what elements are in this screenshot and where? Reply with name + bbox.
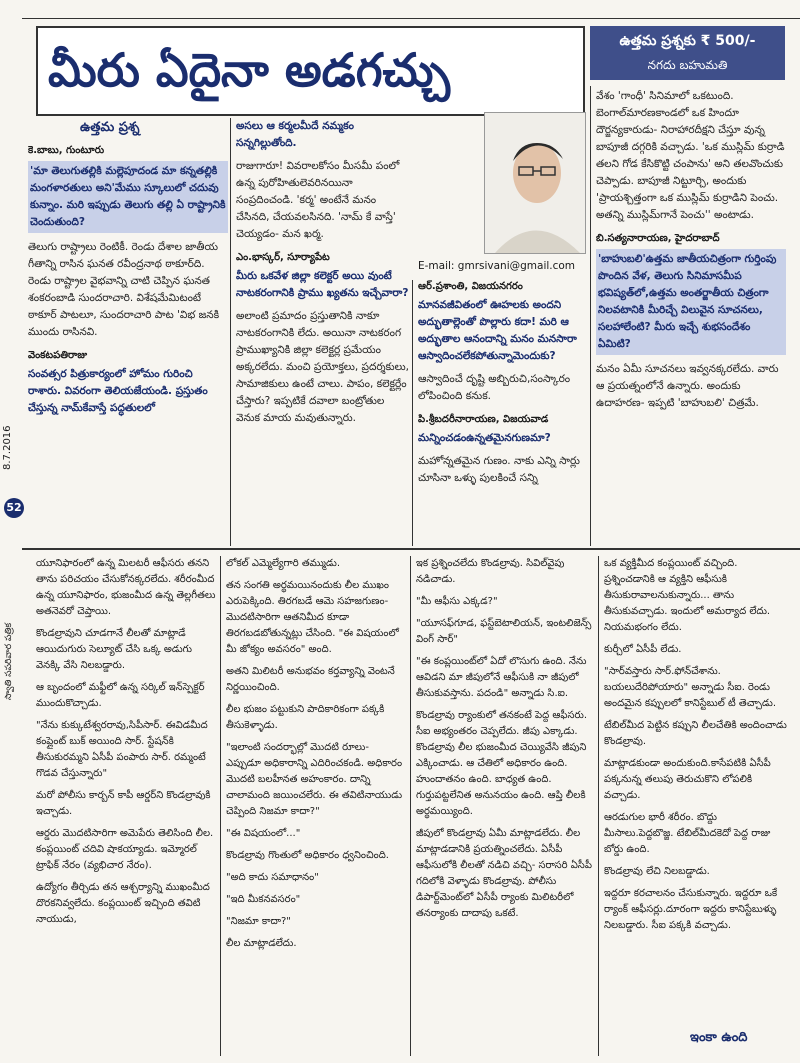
qa-item — [418, 411, 588, 487]
story-paragraph: కొండల్రావు ర్యాంకులో తనకంటే పెద్ద ఆఫీసరు. సీఐ అభ్యంతరం చెప్పలేదు. జీపు ఎక్కాడు. కొండల్రావు లీల భుజంమీద చెయ్యివేసి జీపుని ఎక్కించాడు. ఆ చేతిలో అధికారం ఉంది. హుందాతనం ఉంది. బాధ్యత ఉంది. గుర్తుపట్టలేనిత అనునయం ఉంది. ఆప్తి లీలకి అర్థమయ్యింది. — [416, 710, 588, 817]
qa-answer: మహోన్నతమైన గుణం. నాకు ఎన్ని సార్లు చూసినా ఒళ్ళు పులకించే సన్ని — [418, 455, 580, 484]
story-paragraph: అతని మిలిటరీ అనుభవం కర్తవ్యాన్ని వెంటనే నిర్ణయించింది. — [226, 666, 395, 693]
prize-amount: ఉత్తమ ప్రశ్నకు ₹ 500/- — [619, 33, 756, 49]
margin-date: 8.7.2016 — [2, 425, 13, 470]
story-paragraph: మాట్లాడకుండా అందుకుంది.కాసేపటికి ఏసీపీ పక్కనున్న తలుపు తెరుచుకొని లోపలికి వచ్చాడు. — [604, 758, 771, 801]
story-paragraph: తన సంగతి అర్థమయినందుకు లీల ముఖం ఎరుపెక్కింది. తిరగబడే ఆమె సహజగుణం- మొదటిసారిగా ఆతనిమీద కూడా తిరగబడబోతున్నట్లు చేసింది. "ఈ విషయంలో మీ జోక్యం అవసరం" అంది. — [226, 580, 399, 655]
story-paragraph: "ఈ కంప్లయింట్‌లో ఏదో లొసుగు ఉంది. నేను ఆవిడని మా జీపులోనే ఆఫీసుకి నా జీపులో తీసుకువస్తాను. పదండి" అన్నాడు సి.ఐ. — [416, 656, 587, 699]
qa-answer: అలాంటి ప్రమాదం ప్రస్తుతానికి నాకూ నాటకరంగానికి లేదు. అయినా నాటకరంగ ప్రాముఖ్యానికి జిల్లా కలెక్టర్ల ప్రమేయం అక్కరలేదు. మంచి ప్రయోక్తలు, ప్రదర్శకులు, సామాజికులు ఉంటే చాలు. పాపం, కలెక్టర్లేం చేస్తారు? ఇప్పటికే దవాలా బంట్రోతుల వెనుక మాయ మవుతున్నారు. — [236, 310, 409, 424]
qa-item — [236, 249, 411, 427]
title-box — [36, 26, 585, 116]
story-paragraph: మరో పోలీసు కార్బన్‌ కాపీ ఆర్డర్‌ని కొండల్రావుకి ఇచ్చాడు. — [36, 790, 211, 817]
qa-answer: రాజుగారూ! వివరాలకోసం మీసమీ పంలో ఉన్న పురోహితులెవరినయినా సంప్రదించండి. 'కర్మ' అంటేనే మనం చేసినది, చేయవలసినది. 'నామ్‌ కే వాస్తే' చెయ్యడం- మన ఖర్మ. — [236, 160, 400, 240]
qa-question: అసలు ఆ కర్మలమీదే నమ్మకం సన్నగిల్లుతోంది. — [236, 120, 354, 149]
story-paragraph: కుర్చీలో ఏసీపీ లేడు. — [604, 644, 682, 655]
story-paragraph: "మీ ఆఫీసు ఎక్కడ?" — [416, 596, 498, 607]
qa-question: 'మా తెలుగుతల్లికి మల్లెపూదండ మా కన్నతల్లికి మంగళారతులు అని'మేము స్కూలులో చదువు కున్నాం. మరి ఇప్పుడు తెలుగు తల్లి ఏ రాష్ట్రానికి చెందుతుంది? — [28, 161, 228, 233]
qa-answer: వేశం 'గాంధీ' సినిమాలో ఒకటుంది. బెంగాల్‌మారణకాండలో ఒక హిందూ దౌర్జన్యకారుడు- నిరాహారదీక్షని చేస్తూ వున్న బాపూజీ దగ్గరికి వచ్చాడు. 'ఒక ముస్లిమ్‌ కుర్రాడి తలని గోడ కేసికొట్టి చంపాను' అని తలవొంచుకు చెప్పాడు. బాపూజీ నిట్టూర్చి, అందుకు 'ప్రాయశ్చిత్తంగా ఒక ముస్లిమ్‌ కుర్రాడిని పెంచు. అతన్ని ముస్లిమ్‌గానే పెంచు'' అంటాడు. — [596, 90, 785, 221]
qa-item — [418, 278, 588, 405]
story-paragraph: "ఈ విషయంలో..." — [226, 828, 301, 839]
qa-answer: మనం ఏమీ సూచనలు ఇవ్వనక్కరలేదు. వారు ఆ ప్రయత్నంలోనే ఉన్నారు. అందుకు ఉదాహరణ- ఇప్పటి 'బాహుబలి' చిత్రమే. — [596, 363, 779, 409]
qa-question: మీరు ఒకవేళ జిల్లా కలెక్టర్‌ అయి వుంటే నాటకరంగానికి ప్రాము ఖ్యతను ఇచ్చేవారా? — [236, 270, 409, 299]
margin-label: స్వాతి సపరివార పత్రిక — [4, 622, 14, 700]
continued-label: ఇంకా ఉంది — [690, 1030, 748, 1045]
qa-item — [28, 142, 228, 341]
qa-name: పి.శ్రీబదరీనారాయణ, విజయవాడ — [418, 414, 549, 425]
qa-answer: తెలుగు రాష్ట్రాలు రెంటికీ. రెండు దేశాల జాతీయ గీతాన్ని రాసిన ఘనత రవీంద్రనాథ ఠాకూర్‌ది. రెండు రాష్ట్రాల వైభవాన్ని చాటి చెప్పిన ఘనత శంకరంబాడి సుందరాచారి. విశేషమేమిటంటే ఠాకూర్‌ పాటలూ, సుందరాచారి పాట 'విభ జనకి ముందు రాసినవి. — [28, 241, 220, 338]
qa-item — [596, 230, 786, 412]
qa-question: మానవజీవితంలో ఊహలకు అందని అద్భుతాల్లెంతో పొల్లారు కదా! మరి ఆ అద్భుతాల ఆనందాన్ని మనం మనసారా ఆస్వాదించలేకపోతున్నామెందుకు? — [418, 299, 577, 362]
story-paragraph: ఒక వ్యక్తిమీద కంప్లయింట్‌ వచ్చింది. ప్రశ్నించడానికి ఆ వ్యక్తిని ఆఫీసుకి తీసుకురావాలనుకున్నారు... తాను తీసుకువచ్చాడు. ఇందులో అమర్యాద లేదు. నియమభంగం లేదు. — [604, 558, 771, 633]
story-paragraph: జీపులో కొండల్రావు ఏమీ మాట్లాడలేదు. లీల మాట్లాడడానికి ప్రయత్నించలేదు. ఏసీపీ ఆఫీసులోకి లీలతో నడిచి వచ్చి- సరాసరి ఏసీపీ గదిలోకి వెళ్ళాడు కొండల్రావు. పోలీసు డిపార్ట్‌మెంట్‌లో ఏసీపీ ర్యాంకు మిలిటరీలో తనర్యాంకు దాదాపు ఒకటే. — [416, 828, 592, 919]
story-paragraph: ఆర్డరు మొదటిసారిగా అమెపేరు తెలిసింది లీల. కంప్లయింట్‌ చదివి షాకయ్యాడు. ఇమ్మోరల్‌ ట్రాఫిక్‌ నేరం (వ్యభిచార నేరం). — [36, 828, 214, 871]
story-column-1 — [36, 556, 216, 934]
qa-name: ఆర్‌.ప్రశాంతి, విజయనగరం — [418, 281, 523, 292]
page-number: 52 — [4, 498, 24, 518]
qa-column-middle — [236, 118, 411, 433]
story-paragraph: "నిజమా కాదా?" — [226, 916, 291, 927]
story-paragraph: కొండల్రావుని చూడగానే లీలతో మాట్లాడే ఆయిదుగురు సెల్యూట్‌ చేసి ఒక్క అడుగు వెనక్కి వేసి నిలబడ్డారు. — [36, 628, 192, 671]
story-paragraph: లీల భుజం పట్టుకుని పాదికారికంగా పక్కకి తీసుకెళ్ళాడు. — [226, 704, 385, 731]
qa-question: 'బాహుబలి'ఉత్తమ జాతీయచిత్రంగా గుర్తింపు పొందిన వేళ, తెలుగు సినిమాసమీప భవిష్యత్‌లో,ఉత్తమ అంతర్జాతీయ చిత్రంగా నిలవటానికి మీరిచ్చే విలువైన సూచనలు, సలహాలేంటి? మీరు ఇచ్చే శుభసందేశం ఏమిటి? — [596, 249, 786, 355]
qa-column-right — [596, 88, 786, 418]
photo-caption: E-mail: gmrsivani@gmail.com — [418, 260, 576, 272]
story-paragraph: కొండల్రావు గొంతులో అధికారం ధ్వనించింది. — [226, 850, 389, 861]
qa-answer: ఆస్వాదించే దృష్టి అబ్బిరుచి,సంస్కారం లోపించింది కనుక. — [418, 373, 571, 402]
story-paragraph: ఆరడుగుల భారీ శరీరం. బొద్దు మీసాలు.పెద్దబొజ్జ. టేబిల్‌మీదకెదో పెద్ద రాజు బోర్డు ఉంది. — [604, 812, 771, 855]
story-paragraph: "ఇది మీకనవసరం" — [226, 894, 301, 905]
story-paragraph: లీల మాట్లాడలేదు. — [226, 938, 297, 949]
best-question-label: ఉత్తమ ప్రశ్న — [80, 120, 140, 135]
qa-item — [236, 118, 411, 243]
qa-column-middle-right — [418, 278, 588, 493]
story-paragraph: ఇద్దరూ కరచాలనం చేసుకున్నారు. ఇద్దరూ ఒకే ర్యాంక్‌ ఆఫీసర్లు.దూరంగా ఇద్దరు కానిస్టేబుళ్ళు నిలబడ్డారు. సీఐ పక్కకి వచ్చాడు. — [604, 888, 778, 931]
prize-box — [590, 26, 785, 80]
qa-name: బి.సత్యనారాయణ, హైదరాబాద్‌ — [596, 233, 720, 244]
page-title: మీరు ఏదైనా అడగచ్చు — [48, 43, 451, 97]
qa-column-left — [28, 142, 228, 423]
story-paragraph: కొండల్రావు లేచి నిలబడ్డాడు. — [604, 866, 710, 877]
story-paragraph: "యూసఫ్‌గూడ, ఫస్ట్‌బెటాలియన్‌, ఇంటలిజెన్స్‌ వింగ్‌ సార్‌" — [416, 618, 592, 645]
story-column-2 — [226, 556, 406, 958]
story-paragraph: ఉద్యోగం తీర్చిడు తన ఆశ్చర్యాన్ని ముఖంమీద దొరకనివ్వలేదు. కంప్లయింట్‌ ఇచ్చింది తవిటి నాయుడు, — [36, 882, 210, 925]
story-paragraph: లోకల్‌ ఎమ్మెల్యేగారి తమ్ముడు. — [226, 558, 341, 569]
story-paragraph: టేబిల్‌మీద పెట్టిన కప్పుని లీలచేతికి అందించాడు కొండల్రావు. — [604, 720, 787, 747]
story-paragraph: "ఇలాంటి సందర్భాల్లో మొదటి రూలు- ఎప్పుడూ అధికారాన్ని ఎదిరించకండి. అధికారం మొదటి బలహీనత అహంకారం. దాన్ని చాలామంది జయించలేరు. ఈ తవిటినాయుడు చెప్పింది నిజమా కాదా?" — [226, 742, 403, 817]
qa-item — [28, 347, 228, 417]
story-paragraph: "అది కాదు సమాధానం" — [226, 872, 319, 883]
qa-question: మన్నించడంఉన్నతమైనగుణమా? — [418, 432, 551, 444]
qa-name: వెంకటపతిరాజు — [28, 350, 88, 361]
qa-question: సంవత్సర పిత్రుకార్యంలో హోమం గురించి రాశారు. వివరంగా తెలియజేయండి. ప్రస్తుతం చేస్తున్న నామ్‌కేవాస్తే పద్ధతులలో — [28, 368, 208, 414]
story-paragraph: ఇక ప్రశ్నించలేదు కొండల్రావు. సివిల్‌వైపు నడిచాడు. — [416, 558, 565, 585]
story-column-3 — [416, 556, 594, 928]
story-paragraph: "నేను కుక్కుటేశ్వరరావు,సిపీసార్‌. ఈవిడమీద కంప్లైంట్‌ బుక్‌ అయింది సార్‌. స్టేషన్‌కి తీసుకురమ్మని ఏసీపీ పంపారు సార్‌. రమ్మంటే గొడవ చేస్తున్నారు" — [36, 720, 208, 779]
qa-name: ఎం.భాస్కర్‌, సూర్యాపేట — [236, 252, 330, 263]
qa-name: కె.బాబు, గుంటూరు — [28, 145, 105, 156]
story-paragraph: యూనిఫారంలో ఉన్న మిలటరీ ఆఫీసరు తనని తాను పరిచయం చేసుకోనక్కరలేదు. శరీరంమీద ఉన్న యూనిఫారం, భుజంమీద ఉన్న తెల్లగీతలు అతనెవరో చెప్తాయి. — [36, 558, 216, 617]
story-paragraph: "సార్‌వస్తారు సార్‌.ఫోన్‌చేశాను. బయలుదేరిపోయారు" అన్నాడు సీఐ. రెండు అందమైన కప్పులలో కానిస్టేబుల్‌ టీ తెచ్చాడు. — [604, 666, 777, 709]
story-paragraph: ఆ బృందంలో మఫ్టీలో ఉన్న సర్కిల్‌ ఇన్‌స్పెక్టర్‌ ముందుకొచ్చాడు. — [36, 682, 205, 709]
prize-sub: నగదు బహుమతి — [647, 58, 728, 72]
story-column-4 — [604, 556, 788, 940]
author-photo — [484, 112, 586, 254]
qa-item — [596, 88, 786, 224]
